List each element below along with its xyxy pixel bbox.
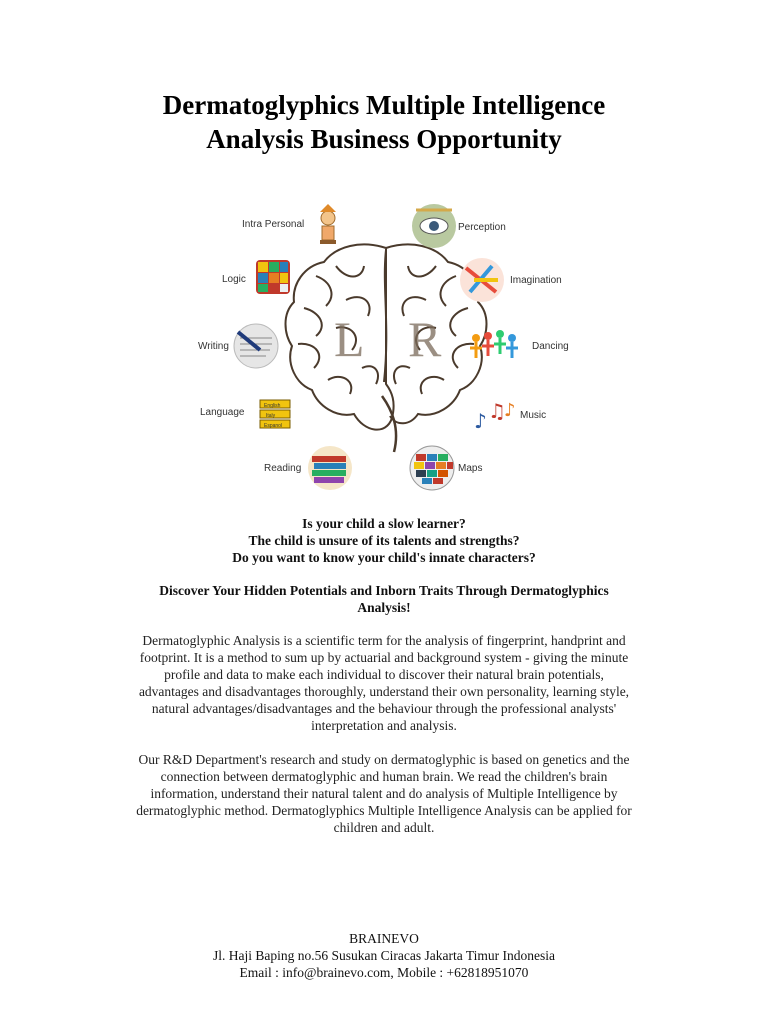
pen-paper-icon [234, 324, 278, 368]
label-music: Music [520, 410, 547, 421]
brain-letter-right: R [408, 311, 442, 367]
language-word-1: English [264, 403, 281, 409]
label-logic: Logic [222, 274, 246, 285]
svg-text:♫: ♫ [488, 399, 506, 423]
company-contact: Email : info@brainevo.com, Mobile : +62818951070 [239, 965, 529, 980]
footer-contact [0, 930, 768, 981]
person-icon [320, 204, 336, 244]
title-line-1: Dermatoglyphics Multiple Intelligence [162, 90, 606, 120]
label-imagination: Imagination [510, 275, 562, 286]
label-writing: Writing [198, 341, 229, 352]
brain-icon [286, 244, 487, 452]
company-name: BRAINEVO [349, 931, 419, 946]
flags-globe-icon [410, 446, 454, 490]
question-line: The child is unsure of its talents and strengths? [248, 533, 520, 548]
paint-icon [460, 258, 504, 302]
language-board-icon [260, 400, 290, 429]
music-notes-icon [474, 399, 516, 433]
label-language: Language [200, 407, 245, 418]
svg-text:♪: ♪ [504, 400, 516, 421]
cube-icon [256, 260, 290, 294]
headline: Discover Your Hidden Potentials and Inborn Traits Through Dermatoglyphics Analysis! [159, 583, 609, 615]
paragraph-analysis: Dermatoglyphic Analysis is a scientific term for the analysis of fingerprint, handprint and footprint. It is a method to sum up by actuarial and background system - giving the minute profile and data to make each individual to discover their natural brain potentials, advantages and disadvantages thoroughly, understand their own personality, learning style, natural advantages/disadvantages and the behaviour through the professional analysts' interpretation and analysis. [138, 633, 630, 733]
dancers-icon [470, 330, 518, 358]
page-title [0, 88, 768, 156]
eye-icon [412, 204, 456, 248]
language-word-3: Espanol [264, 423, 283, 429]
label-intra-personal: Intra Personal [242, 219, 305, 230]
label-maps: Maps [458, 463, 483, 474]
question-list [0, 515, 768, 566]
language-word-2: Italy [266, 413, 276, 419]
title-line-2: Analysis Business Opportunity [206, 124, 562, 154]
brain-intelligence-diagram [186, 196, 586, 496]
question-line: Do you want to know your child's innate characters? [232, 550, 536, 565]
label-dancing: Dancing [532, 341, 569, 352]
label-perception: Perception [458, 222, 506, 233]
svg-text:♪: ♪ [474, 409, 487, 433]
books-icon [308, 446, 352, 490]
brain-diagram-svg [186, 196, 586, 496]
label-reading: Reading [264, 463, 302, 474]
question-line: Is your child a slow learner? [302, 516, 466, 531]
paragraph-research: Our R&D Department's research and study on dermatoglyphic is based on genetics and the connection between dermatoglyphic and human brain. We read the children's brain information, understand their natural talent and do analysis of Multiple Intelligence by dermatoglyphic method. Dermatoglyphics Multiple Intelligence Analysis can be applied for children and adult. [136, 752, 632, 835]
brain-letter-left: L [334, 311, 365, 367]
company-address: Jl. Haji Baping no.56 Susukan Ciracas Jakarta Timur Indonesia [213, 948, 555, 963]
